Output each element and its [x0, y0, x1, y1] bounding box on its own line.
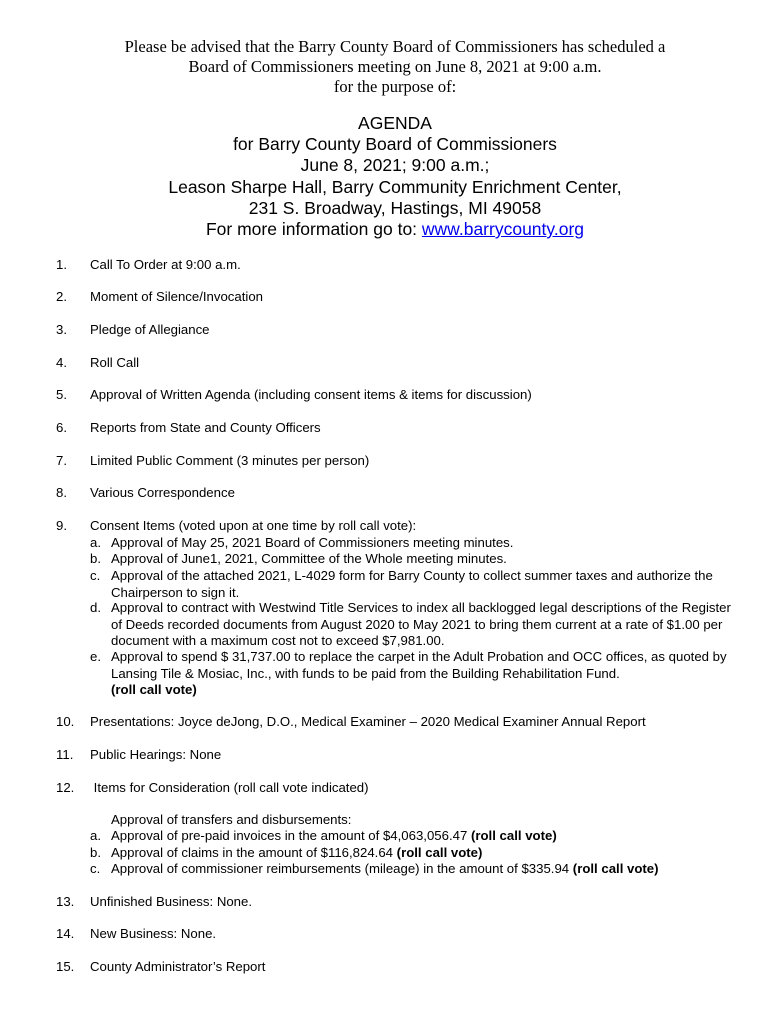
item-number: 14. [56, 926, 75, 941]
agenda-info [0, 219, 770, 240]
notice-line-3: for the purpose of: [333, 77, 457, 96]
item-number: 2. [56, 289, 67, 304]
item-text: Approval of Written Agenda (including consent items & items for discussion) [90, 387, 532, 402]
sub-text-body: Approval of commissioner reimbursements (mileage) in the amount of $335.94 [111, 861, 573, 876]
sub-letter: e. [90, 649, 101, 664]
agenda-datetime: June 8, 2021; 9:00 a.m.; [300, 155, 490, 176]
roll-call-note: (roll call vote) [396, 845, 483, 860]
meeting-notice [0, 37, 770, 97]
sub-letter: c. [90, 861, 101, 876]
item-number: 1. [56, 257, 67, 272]
item-text: Reports from State and County Officers [90, 420, 321, 435]
item-text: Limited Public Comment (3 minutes per person) [90, 453, 370, 468]
sub-text: Approval of May 25, 2021 Board of Commissioners meeting minutes. [111, 535, 514, 550]
item-number: 12. [56, 780, 75, 795]
item-text: Various Correspondence [90, 485, 235, 500]
item-text: Public Hearings: None [90, 747, 222, 762]
info-prefix: For more information go to: [205, 219, 422, 240]
sub-text-body: Approval of claims in the amount of $116,824.64 [111, 845, 397, 860]
consideration-intro: Approval of transfers and disbursements: [111, 812, 352, 827]
item-text: Presentations: Joyce deJong, D.O., Medical Examiner – 2020 Medical Examiner Annual Report [90, 714, 646, 729]
agenda-subtitle: for Barry County Board of Commissioners [233, 134, 557, 155]
item-text: New Business: None. [90, 926, 217, 941]
roll-call-note: (roll call vote) [572, 861, 659, 876]
sub-text [111, 861, 731, 878]
item-number: 7. [56, 453, 67, 468]
item-number: 13. [56, 894, 75, 909]
item-number: 10. [56, 714, 75, 729]
item-number: 8. [56, 485, 67, 500]
item-number: 9. [56, 518, 67, 533]
item-number: 4. [56, 355, 67, 370]
sub-letter: b. [90, 551, 101, 566]
agenda-address: 231 S. Broadway, Hastings, MI 49058 [248, 197, 542, 218]
notice-line-1: Please be advised that the Barry County Board of Commissioners has scheduled a [124, 37, 666, 56]
sub-text: Approval of June1, 2021, Committee of the Whole meeting minutes. [111, 551, 507, 566]
sub-letter: c. [90, 568, 101, 583]
agenda-location: Leason Sharpe Hall, Barry Community Enrichment Center, [168, 176, 622, 197]
sub-text-body: Approval of pre-paid invoices in the amount of $4,063,056.47 [111, 828, 471, 843]
sub-letter: b. [90, 845, 101, 860]
sub-text [111, 828, 731, 845]
sub-letter: d. [90, 600, 101, 615]
item-number: 5. [56, 387, 67, 402]
sub-text-body: Approval to spend $ 31,737.00 to replace the carpet in the Adult Probation and OCC offices, as quoted by Lansing Tile & Mosiac, Inc., with funds to be paid from the Building Rehabilitation Fund. [111, 649, 727, 681]
item-number: 6. [56, 420, 67, 435]
item-text: Consent Items (voted upon at one time by roll call vote): [90, 518, 417, 533]
item-text: Moment of Silence/Invocation [90, 289, 263, 304]
sub-text: Approval to contract with Westwind Title Services to index all backlogged legal descriptions of the Register of Deeds recorded documents from August 2020 to May 2021 to bring them current at a rate of $1.00 per document with a maximum cost not to exceed $7,981.00. [111, 600, 731, 649]
item-number: 3. [56, 322, 67, 337]
sub-text [111, 845, 731, 862]
item-text: Unfinished Business: None. [90, 894, 253, 909]
sub-text [111, 649, 731, 699]
agenda-header [0, 113, 770, 240]
item-text: Roll Call [90, 355, 140, 370]
roll-call-note: (roll call vote) [111, 682, 197, 698]
item-text: Items for Consideration (roll call vote indicated) [90, 780, 369, 795]
item-text: Pledge of Allegiance [90, 322, 210, 337]
item-text: County Administrator’s Report [90, 959, 266, 974]
roll-call-note: (roll call vote) [470, 828, 557, 843]
sub-letter: a. [90, 828, 101, 843]
item-number: 15. [56, 959, 75, 974]
sub-letter: a. [90, 535, 101, 550]
notice-line-2: Board of Commissioners meeting on June 8, 2021 at 9:00 a.m. [188, 57, 602, 76]
sub-text: Approval of the attached 2021, L-4029 form for Barry County to collect summer taxes and authorize the Chairperson to sign it. [111, 568, 713, 600]
website-link[interactable]: www.barrycounty.org [421, 219, 585, 240]
item-number: 11. [56, 747, 74, 762]
agenda-title: AGENDA [358, 113, 432, 133]
item-text: Call To Order at 9:00 a.m. [90, 257, 241, 272]
